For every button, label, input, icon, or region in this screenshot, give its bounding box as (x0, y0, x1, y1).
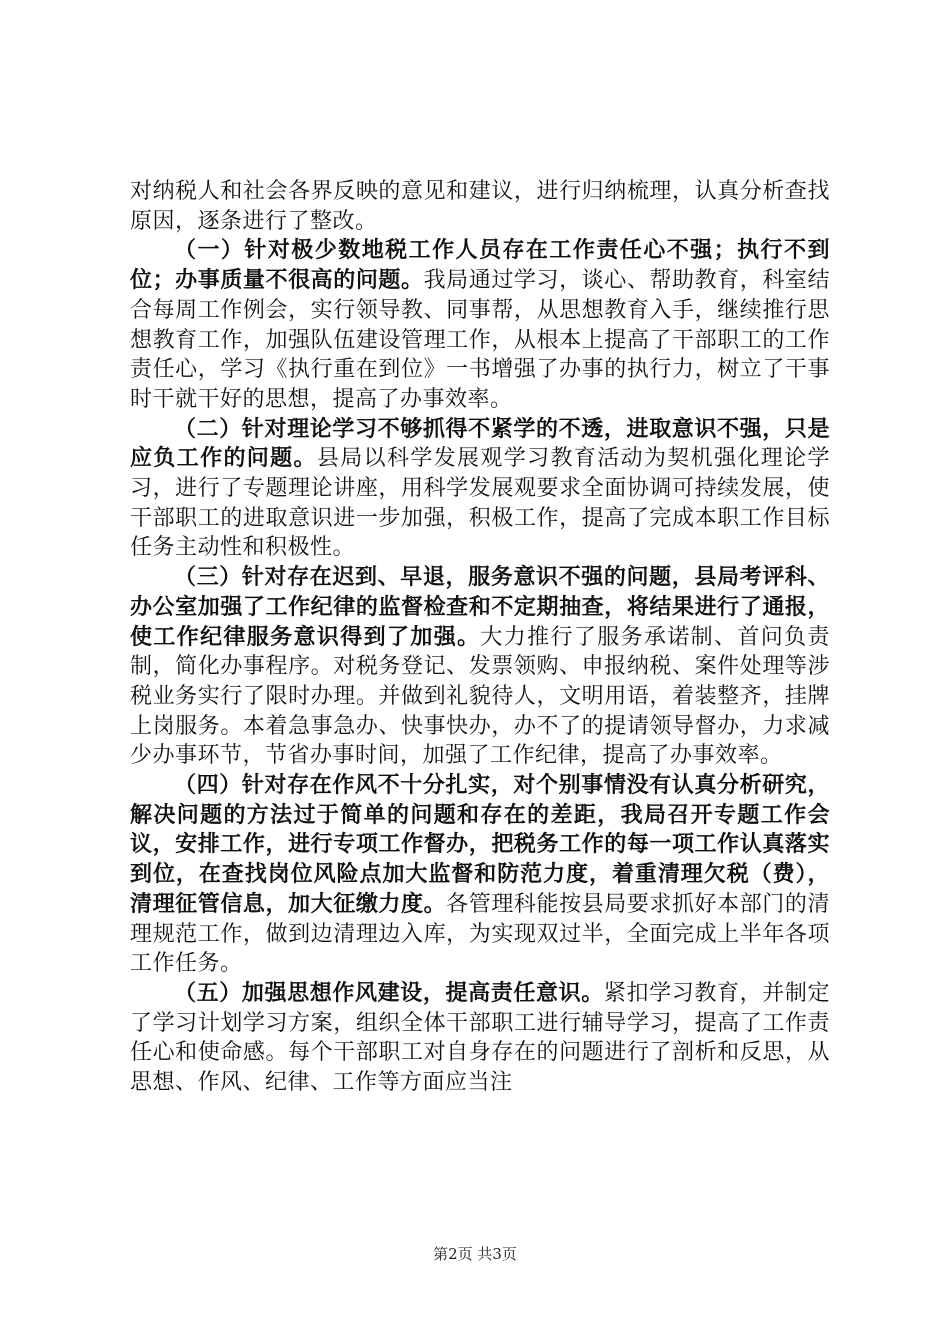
page-number-footer: 第2页 共3页 (433, 1245, 517, 1263)
paragraph-text: 各管理科能按县局要求抓好本部门的清理规范工作，做到边清理边入库，为实现双过半，全面完成上半年各项工作任务。 (130, 891, 830, 977)
paragraph-item-4 (130, 771, 830, 979)
paragraph-heading: （三）针对存在迟到、早退，服务意识不强的问题，县局考评科、办公室加强了工作纪律的监督检查和不定期抽查，将结果进行了通报，使工作纪律服务意识得到了加强。 (130, 565, 830, 650)
paragraph-intro (130, 177, 830, 236)
paragraph-heading: （四）针对存在作风不十分扎实，对个别事情没有认真分析研究，解决问题的方法过于简单的问题和存在的差距，我局召开专题工作会议，安排工作，进行专项工作督办，把税务工作的每一项工作认真落实到位，在查找岗位风险点加大监督和防范力度，着重清理欠税（费），清理征管信息，加大征缴力度。 (130, 773, 830, 917)
document-body (130, 177, 830, 1098)
paragraph-heading: （一）针对极少数地税工作人员存在工作责任心不强；执行不到位；办事质量不很高的问题。 (130, 238, 830, 294)
paragraph-text: 对纳税人和社会各界反映的意见和建议，进行归纳梳理，认真分析查找原因，逐条进行了整改。 (130, 179, 830, 234)
paragraph-text: 我局通过学习，谈心、帮助教育，科室结合每周工作例会，实行领导教、同事帮，从思想教育入手，继续推行思想教育工作，加强队伍建设管理工作，从根本上提高了干部职工的工作责任心，学习《执行重在到位》一书增强了办事的执行力，树立了干事时干就干好的思想，提高了办事效率。 (130, 268, 830, 412)
paragraph-text: 县局以科学发展观学习教育活动为契机强化理论学习，进行了专题理论讲座，用科学发展观要求全面协调可持续发展，使干部职工的进取意识进一步加强，积极工作，提高了完成本职工作目标任务主动性和积极性。 (130, 446, 830, 561)
paragraph-item-1 (130, 236, 830, 414)
paragraph-item-5 (130, 979, 830, 1098)
paragraph-text: 紧扣学习教育，并制定了学习计划学习方案，组织全体干部职工进行辅导学习，提高了工作责任心和使命感。每个干部职工对自身存在的问题进行了剖析和反思，从思想、作风、纪律、工作等方面应当注 (130, 980, 830, 1096)
paragraph-item-2 (130, 415, 830, 564)
paragraph-text: 大力推行了服务承诺制、首问负责制，简化办事程序。对税务登记、发票领购、申报纳税、案件处理等涉税业务实行了限时办理。并做到礼貌待人，文明用语，着装整齐，挂牌上岗服务。本着急事急办、快事快办，办不了的提请领导督办，力求减少办事环节，节省办事时间，加强了工作纪律，提高了办事效率。 (130, 624, 830, 769)
paragraph-heading: （二）针对理论学习不够抓得不紧学的不透，进取意识不强，只是应负工作的问题。 (130, 416, 830, 472)
paragraph-item-3 (130, 563, 830, 771)
paragraph-heading: （五）加强思想作风建设，提高责任意识。 (174, 980, 604, 1006)
